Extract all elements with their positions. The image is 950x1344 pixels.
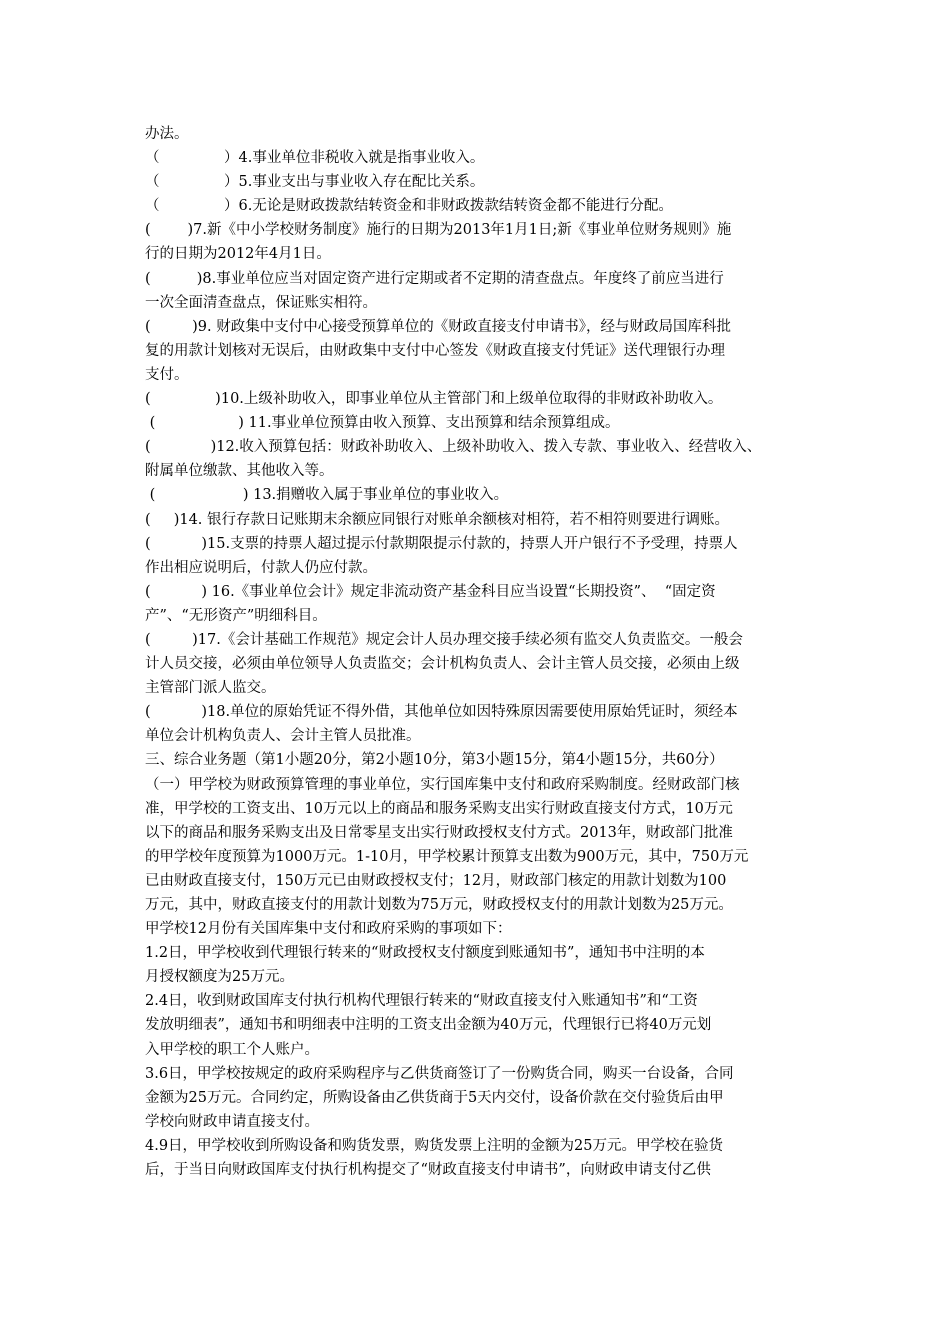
text-line: 附属单位缴款、其他收入等。	[145, 463, 334, 480]
text-line: 作出相应说明后，付款人仍应付款。	[145, 559, 377, 576]
text-line: 办法。	[145, 126, 189, 142]
paragraph-line: 以下的商品和服务采购支出及日常零星支出实行财政授权支付方式。2013年，财政部门批准	[145, 824, 733, 841]
question-10: ( )10.上级补助收入，即事业单位从主管部门和上级单位取得的非财政补助收入。	[145, 391, 723, 408]
question-4: （ ）4.事业单位非税收入就是指事业收入。	[145, 150, 485, 167]
text-line: 计人员交接，必须由单位领导人负责监交；会计机构负责人、会计主管人员交接，必须由上级	[145, 656, 740, 673]
text-line: 一次全面清查盘点，保证账实相符。	[145, 294, 377, 311]
paragraph-line: 金额为25万元。合同约定，所购设备由乙供货商于5天内交付，设备价款在交付验货后由甲	[145, 1089, 724, 1106]
question-5: （ ）5.事业支出与事业收入存在配比关系。	[145, 174, 485, 191]
question-16: ( ) 16.《事业单位会计》规定非流动资产基金科目应当设置“长期投资”、 “固定资	[145, 583, 716, 600]
question-12: ( )12.收入预算包括：财政补助收入、上级补助收入、拨入专款、事业收入、经营收入、	[145, 439, 762, 456]
paragraph-line: 准，甲学校的工资支出、10万元以上的商品和服务采购支出实行财政直接支付方式，10万元	[145, 800, 733, 817]
question-18: ( )18.单位的原始凭证不得外借，其他单位如因特殊原因需要使用原始凭证时，须经本	[145, 704, 738, 721]
paragraph-line: 万元，其中，财政直接支付的用款计划数为75万元，财政授权支付的用款计划数为25万元。	[145, 897, 733, 913]
paragraph-line: 发放明细表”，通知书和明细表中注明的工资支出金额为40万元，代理银行已将40万元划	[145, 1017, 712, 1034]
text-line: 产”、“无形资产”明细科目。	[145, 607, 327, 624]
question-14: ( )14. 银行存款日记账期末余额应同银行对账单余额核对相符，若不相符则要进行调账。	[145, 511, 730, 528]
question-8: ( )8.事业单位应当对固定资产进行定期或者不定期的清查盘点。年度终了前应当进行	[145, 270, 724, 287]
question-7: ( )7.新《中小学校财务制度》施行的日期为2013年1月1日;新《事业单位财务规则》施	[145, 222, 732, 239]
item-1: 1.2日，甲学校收到代理银行转来的“财政授权支付额度到账通知书”，通知书中注明的本	[145, 945, 705, 962]
paragraph-line: 已由财政直接支付，150万元已由财政授权支付；12月，财政部门核定的用款计划数为100	[145, 872, 727, 889]
question-11: ( ) 11.事业单位预算由收入预算、支出预算和结余预算组成。	[145, 415, 620, 432]
paragraph-line: 入甲学校的职工个人账户。	[145, 1041, 319, 1058]
item-3: 3.6日，甲学校按规定的政府采购程序与乙供货商签订了一份购货合同，购买一台设备，合同	[145, 1065, 734, 1082]
text-line: 单位会计机构负责人、会计主管人员批准。	[145, 728, 421, 745]
question-15: ( )15.支票的持票人超过提示付款期限提示付款的，持票人开户银行不予受理，持票人	[145, 535, 738, 552]
question-9: ( )9. 财政集中支付中心接受预算单位的《财政直接支付申请书》，经与财政局国库科批	[145, 318, 731, 335]
paragraph-line: 学校向财政申请直接支付。	[145, 1113, 319, 1130]
section-heading: 三、综合业务题（第1小题20分，第2小题10分，第3小题15分，第4小题15分，共60分）	[145, 752, 724, 769]
question-13: ( ) 13.捐赠收入属于事业单位的事业收入。	[145, 487, 509, 504]
document-page	[145, 122, 810, 1182]
item-4: 4.9日，甲学校收到所购设备和购货发票，购货发票上注明的金额为25万元。甲学校在验货	[145, 1137, 724, 1154]
text-line: 主管部门派人监交。	[145, 680, 276, 697]
paragraph-line: 的甲学校年度预算为1000万元。1-10月，甲学校累计预算支出数为900万元，其中，750万元	[145, 848, 749, 865]
paragraph-line: 后，于当日向财政国库支付执行机构提交了“财政直接支付申请书”，向财政申请支付乙供	[145, 1162, 711, 1179]
text-line: 复的用款计划核对无误后，由财政集中支付中心签发《财政直接支付凭证》送代理银行办理	[145, 342, 725, 359]
item-2: 2.4日，收到财政国库支付执行机构代理银行转来的“财政直接支付入账通知书”和“工资	[145, 993, 698, 1010]
text-line: 支付。	[145, 366, 189, 383]
question-6: （ ）6.无论是财政拨款结转资金和非财政拨款结转资金都不能进行分配。	[145, 198, 673, 215]
paragraph-line: 月授权额度为25万元。	[145, 969, 294, 986]
text-line: 行的日期为2012年4月1日。	[145, 246, 331, 263]
paragraph-line: （一）甲学校为财政预算管理的事业单位，实行国库集中支付和政府采购制度。经财政部门核	[145, 776, 740, 793]
paragraph-line: 甲学校12月份有关国库集中支付和政府采购的事项如下：	[145, 921, 512, 938]
question-17: ( )17.《会计基础工作规范》规定会计人员办理交接手续必须有监交人负责监交。一般会	[145, 631, 743, 648]
